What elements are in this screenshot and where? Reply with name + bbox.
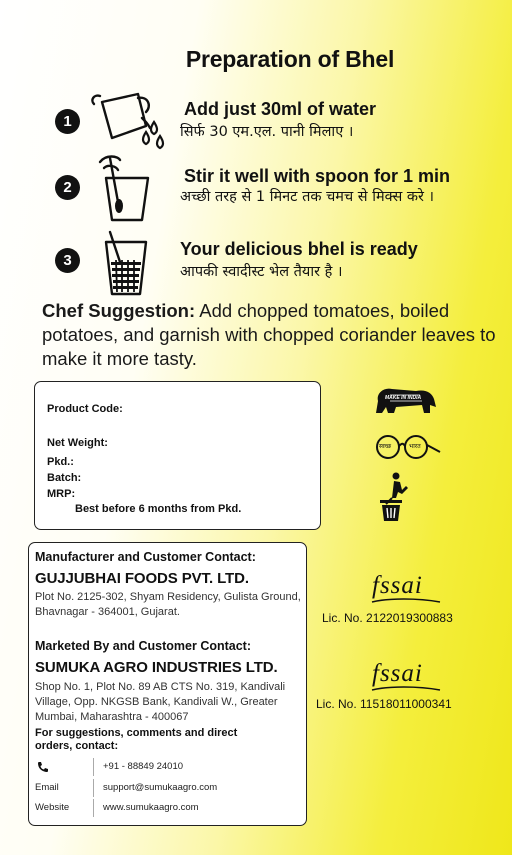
step-number-3: 3 — [55, 248, 80, 273]
step-3-hindi: आपकी स्वादीस्ट भेल तैयार है । — [180, 264, 343, 280]
fssai-underline-icon — [368, 572, 448, 608]
swachh-bharat-logo — [372, 432, 442, 462]
mrp-label: MRP: — [47, 488, 76, 500]
email-address[interactable]: support@sumukaagro.com — [103, 782, 218, 793]
step-number-2: 2 — [55, 175, 80, 200]
contact-separator — [93, 758, 94, 776]
fssai-logo-1 — [368, 572, 448, 608]
fssai-logo-2 — [368, 660, 448, 696]
suggestions-text: For suggestions, comments and direct orders, contact: — [35, 727, 238, 752]
contact-row-phone — [29, 758, 299, 776]
step-3-english: Your delicious bhel is ready — [180, 239, 418, 259]
marketer-heading: Marketed By and Customer Contact: — [35, 639, 252, 653]
marketer-company: SUMUKA AGRO INDUSTRIES LTD. — [35, 659, 278, 676]
phone-number[interactable]: +91 - 88849 24010 — [103, 761, 184, 772]
phone-icon — [37, 761, 49, 773]
swachh-text: स्वच्छ — [379, 443, 392, 450]
step-2-hindi: अच्छी तरह से 1 मिनट तक चमच से मिक्स करे । — [180, 189, 435, 205]
manufacturer-heading: Manufacturer and Customer Contact: — [35, 550, 256, 564]
chef-suggestion — [42, 299, 502, 371]
manufacturer-company: GUJJUBHAI FOODS PVT. LTD. — [35, 570, 249, 587]
website-url[interactable]: www.sumukaagro.com — [103, 802, 199, 813]
step-number-1: 1 — [55, 109, 80, 134]
fssai-license-2: Lic. No. 11518011000341 — [316, 697, 452, 711]
step-1-english: Add just 30ml of water — [184, 99, 377, 119]
manufacturer-address: Plot No. 2125-302, Shyam Residency, Gulista Ground, Bhavnagar - 364001, Gujarat. — [35, 591, 301, 618]
bhel-glass-icon — [100, 228, 150, 298]
email-label: Email — [35, 782, 59, 793]
contact-box — [28, 542, 307, 826]
batch-label: Batch: — [47, 472, 82, 484]
fssai-mark-1: fssai — [372, 572, 423, 599]
step-1-hindi: सिर्फ 30 एम.एल. पानी मिलाए । — [180, 124, 354, 140]
dispose-bin-icon — [378, 472, 408, 522]
page-title: Preparation of Bhel — [185, 46, 395, 72]
product-info-box — [34, 381, 321, 530]
fssai-license-1: Lic. No. 2122019300883 — [322, 611, 453, 625]
contact-separator — [93, 779, 94, 797]
fssai-underline-icon — [368, 660, 448, 696]
product-code-label: Product Code: — [47, 403, 123, 415]
make-in-india-text: MAKE IN INDIA — [385, 395, 422, 401]
make-in-india-logo — [370, 383, 440, 417]
website-label: Website — [35, 802, 70, 813]
bharat-text: भारत — [409, 443, 421, 450]
contact-separator — [93, 799, 94, 817]
contact-row-email — [29, 779, 299, 797]
net-weight-label: Net Weight: — [47, 437, 108, 449]
fssai-mark-2: fssai — [372, 660, 423, 687]
marketer-address: Shop No. 1, Plot No. 89 AB CTS No. 319, Kandivali Village, Opp. NKGSB Bank, Kandivali W., Greater Mumbai, Maharashtra - 400067 — [35, 681, 286, 723]
contact-row-website — [29, 799, 299, 817]
pkd-label: Pkd.: — [47, 456, 74, 468]
chef-suggestion-label: Chef Suggestion: — [42, 300, 196, 321]
water-pour-icon — [88, 88, 170, 150]
step-2-english: Stir it well with spoon for 1 min — [184, 166, 451, 186]
stir-spoon-icon — [96, 152, 156, 224]
chef-suggestion-text: Add chopped tomatoes, boiled potatoes, and garnish with chopped coriander leaves to make it more tasty. — [42, 300, 496, 369]
best-before-label: Best before 6 months from Pkd. — [75, 503, 242, 515]
